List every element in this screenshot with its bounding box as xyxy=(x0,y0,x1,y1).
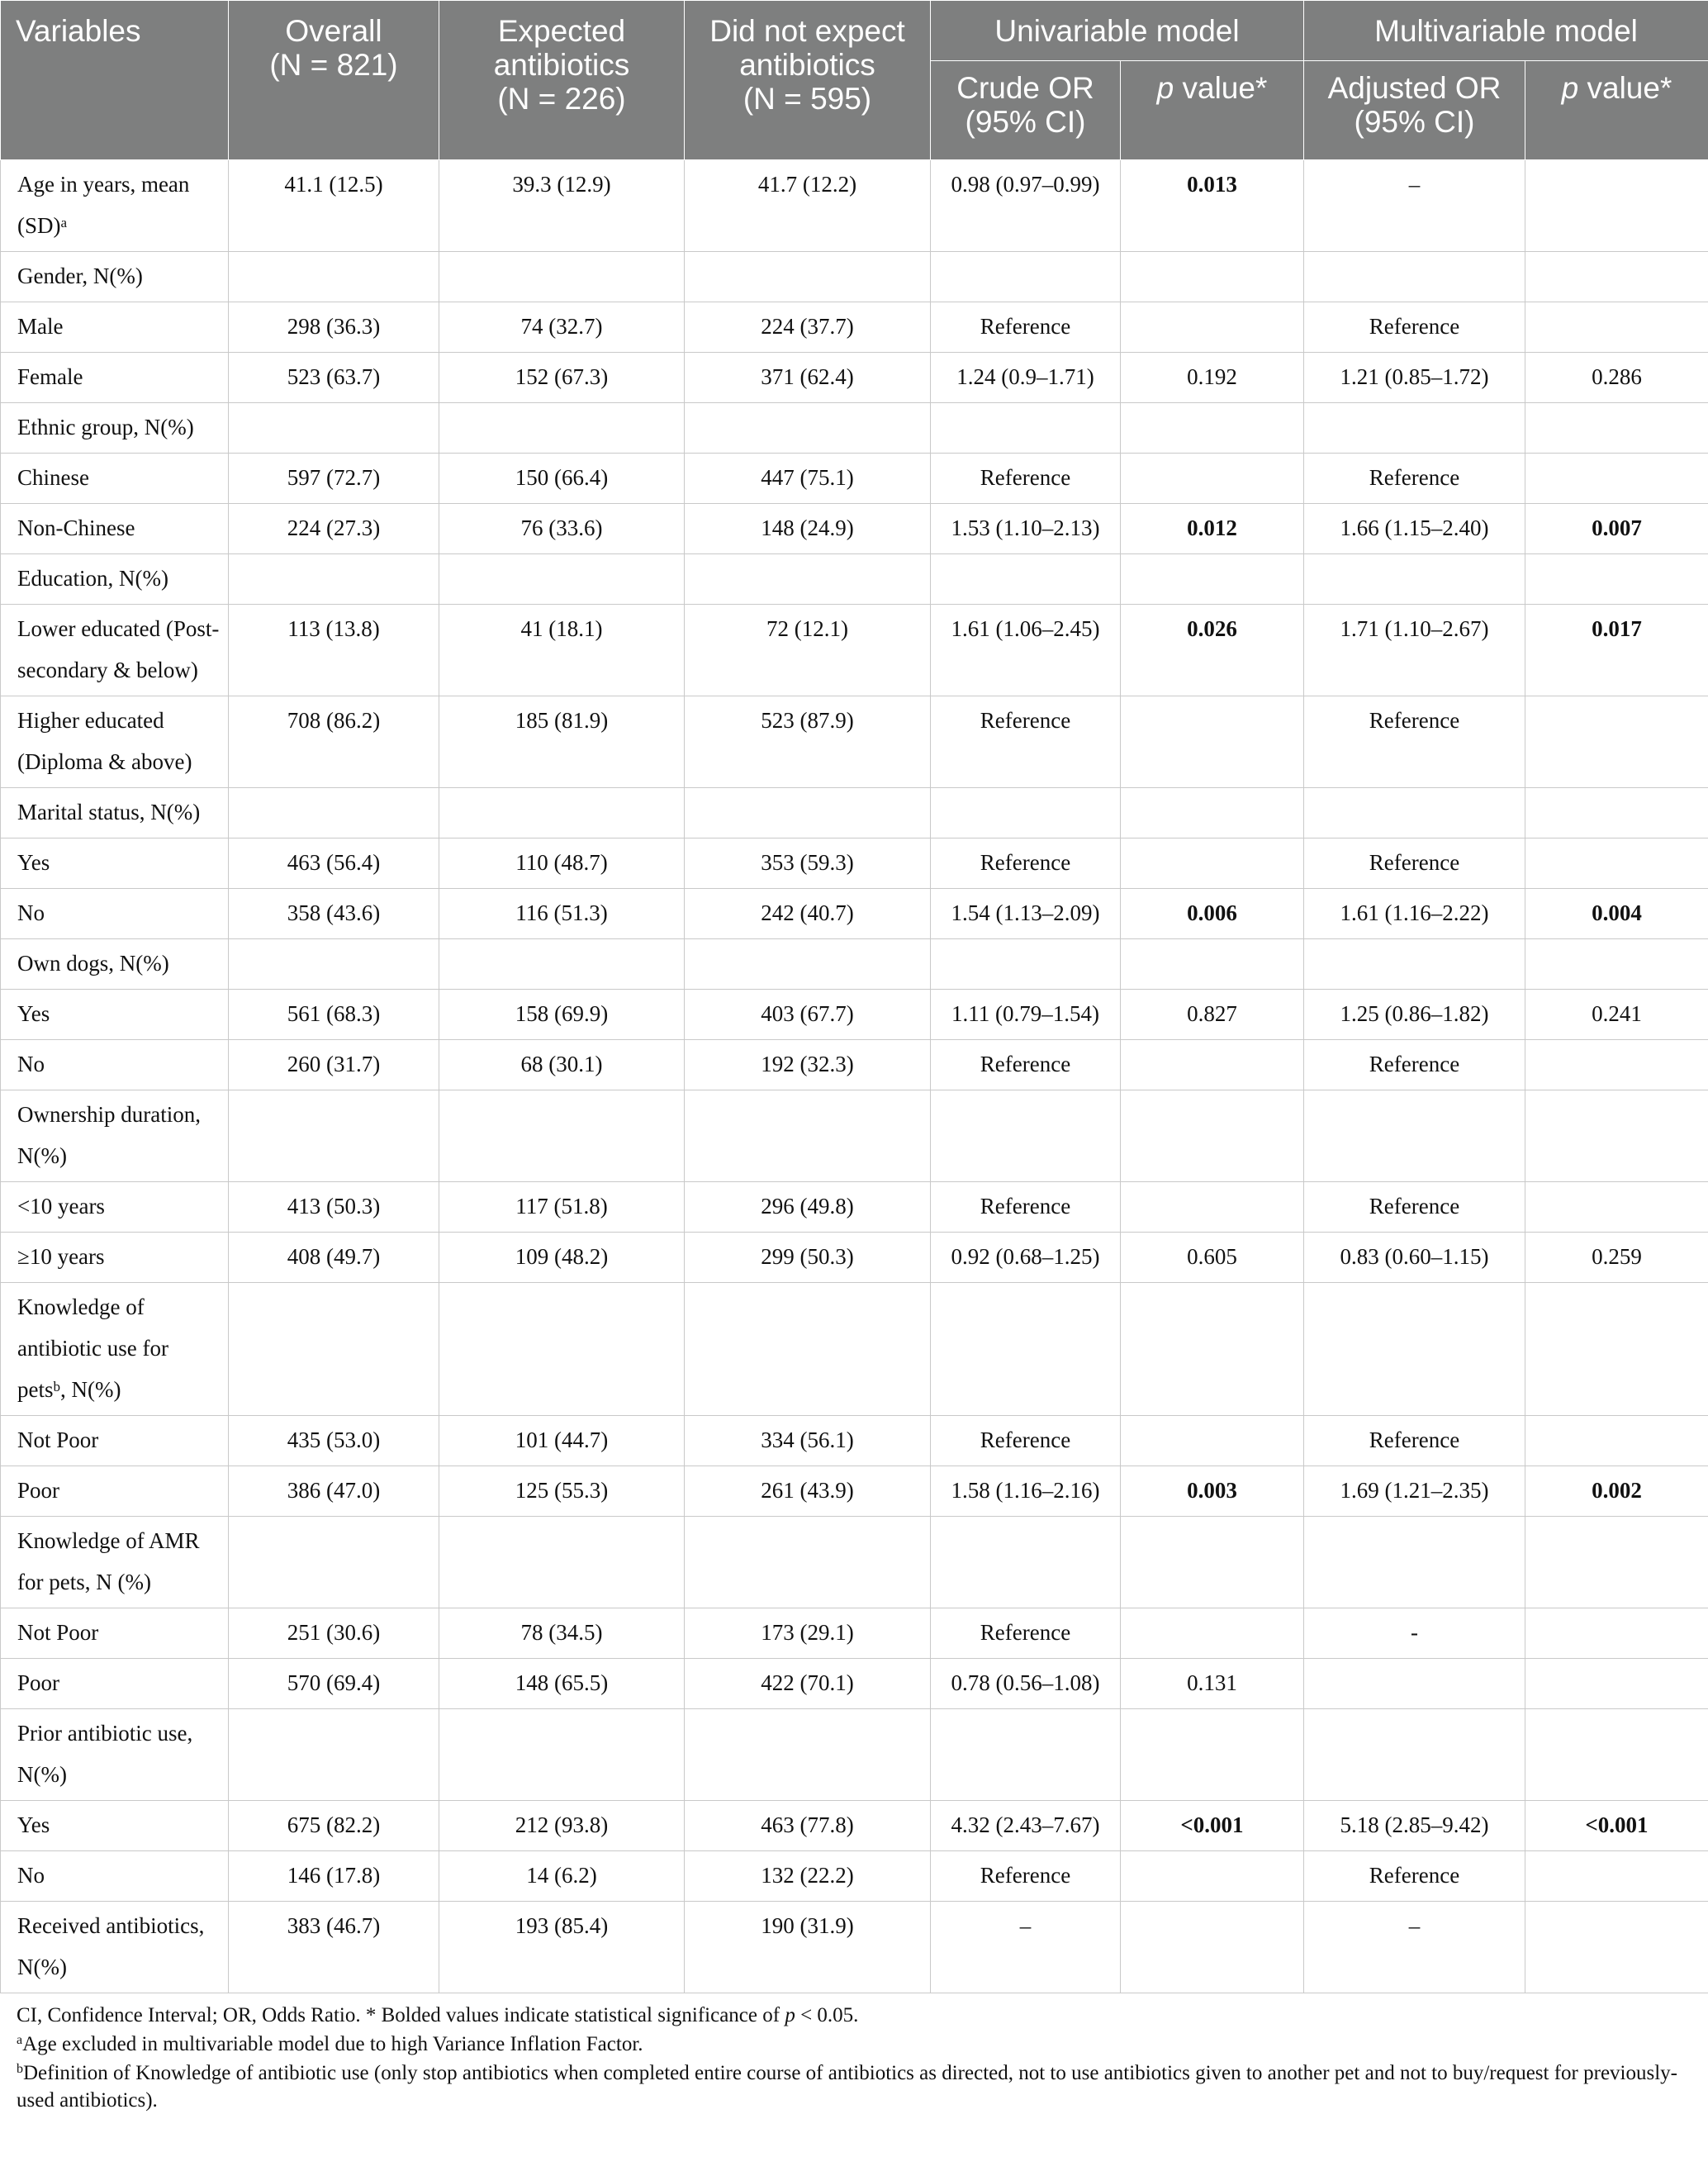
cell-p-value-multi xyxy=(1525,1902,1708,1993)
header-not-expected-n: (N = 595) xyxy=(743,82,872,116)
header-overall: Overall (N = 821) xyxy=(229,1,439,160)
cell-p-value-uni xyxy=(1121,1416,1304,1466)
cell-adjusted-or: Reference xyxy=(1304,1851,1525,1902)
cell-overall: 113 (13.8) xyxy=(229,605,439,696)
cell-not-expected xyxy=(685,554,931,605)
cell-crude-or xyxy=(931,554,1121,605)
cell-not-expected: 224 (37.7) xyxy=(685,302,931,353)
cell-crude-or: 0.98 (0.97–0.99) xyxy=(931,160,1121,252)
cell-variable: Own dogs, N(%) xyxy=(1,939,229,990)
cell-variable: No xyxy=(1,1040,229,1090)
cell-p-value-uni xyxy=(1121,454,1304,504)
table-row xyxy=(1,1608,1708,1659)
cell-crude-or: Reference xyxy=(931,1040,1121,1090)
cell-overall: 383 (46.7) xyxy=(229,1902,439,1993)
cell-not-expected xyxy=(685,788,931,838)
table-row xyxy=(1,252,1708,302)
cell-variable: Knowledge of AMR for pets, N (%) xyxy=(1,1517,229,1608)
cell-crude-or xyxy=(931,403,1121,454)
cell-variable: Knowledge of antibiotic use for pets$^b$, N(%) xyxy=(1,1283,229,1416)
table-row xyxy=(1,160,1708,252)
cell-overall: 675 (82.2) xyxy=(229,1801,439,1851)
cell-crude-or xyxy=(931,1090,1121,1182)
cell-crude-or xyxy=(931,1283,1121,1416)
table-row xyxy=(1,939,1708,990)
cell-not-expected: 403 (67.7) xyxy=(685,990,931,1040)
cell-expected: 152 (67.3) xyxy=(439,353,685,403)
cell-not-expected: 447 (75.1) xyxy=(685,454,931,504)
cell-p-value-uni xyxy=(1121,838,1304,889)
cell-variable: Poor xyxy=(1,1466,229,1517)
header-crude-or: Crude OR (95% CI) xyxy=(931,61,1121,160)
cell-p-value-multi: 0.259 xyxy=(1525,1233,1708,1283)
header-expected: Expected antibiotics (N = 226) xyxy=(439,1,685,160)
cell-expected: 101 (44.7) xyxy=(439,1416,685,1466)
table-row xyxy=(1,1851,1708,1902)
cell-p-value-uni xyxy=(1121,1851,1304,1902)
cell-variable: Not Poor xyxy=(1,1608,229,1659)
cell-variable: No xyxy=(1,1851,229,1902)
cell-p-value-uni: 0.006 xyxy=(1121,889,1304,939)
cell-overall: 298 (36.3) xyxy=(229,302,439,353)
cell-overall xyxy=(229,1709,439,1801)
footnote-a: $^a$Age excluded in multivariable model due to high Variance Inflation Factor. xyxy=(17,2033,643,2055)
cell-p-value-multi xyxy=(1525,403,1708,454)
table-row xyxy=(1,1466,1708,1517)
cell-expected xyxy=(439,1283,685,1416)
cell-p-value-uni: 0.131 xyxy=(1121,1659,1304,1709)
cell-adjusted-or: 0.83 (0.60–1.15) xyxy=(1304,1233,1525,1283)
cell-crude-or xyxy=(931,788,1121,838)
cell-variable: Ethnic group, N(%) xyxy=(1,403,229,454)
cell-p-value-multi xyxy=(1525,838,1708,889)
footnote-abbreviations: CI, Confidence Interval; OR, Odds Ratio. * Bolded values indicate statistical significance of p < 0.05. xyxy=(17,2004,859,2026)
cell-overall: 523 (63.7) xyxy=(229,353,439,403)
cell-expected: 109 (48.2) xyxy=(439,1233,685,1283)
cell-variable: Poor xyxy=(1,1659,229,1709)
cell-not-expected: 463 (77.8) xyxy=(685,1801,931,1851)
cell-crude-or: 1.11 (0.79–1.54) xyxy=(931,990,1121,1040)
cell-not-expected: 192 (32.3) xyxy=(685,1040,931,1090)
cell-expected: 74 (32.7) xyxy=(439,302,685,353)
table-row xyxy=(1,1902,1708,1993)
table-row xyxy=(1,454,1708,504)
cell-expected: 110 (48.7) xyxy=(439,838,685,889)
cell-p-value-uni xyxy=(1121,252,1304,302)
cell-p-value-uni xyxy=(1121,1902,1304,1993)
table-row xyxy=(1,1040,1708,1090)
cell-overall: 597 (72.7) xyxy=(229,454,439,504)
cell-overall: 41.1 (12.5) xyxy=(229,160,439,252)
cell-crude-or xyxy=(931,1709,1121,1801)
cell-overall: 408 (49.7) xyxy=(229,1233,439,1283)
table-header xyxy=(1,1,1708,160)
cell-p-value-multi xyxy=(1525,1283,1708,1416)
cell-adjusted-or: Reference xyxy=(1304,1040,1525,1090)
cell-not-expected: 132 (22.2) xyxy=(685,1851,931,1902)
header-univariable: Univariable model xyxy=(931,1,1304,61)
table-row xyxy=(1,403,1708,454)
cell-not-expected xyxy=(685,1517,931,1608)
cell-crude-or xyxy=(931,1517,1121,1608)
cell-p-value-multi xyxy=(1525,1517,1708,1608)
cell-variable: Lower educated (Post-secondary & below) xyxy=(1,605,229,696)
cell-expected xyxy=(439,554,685,605)
cell-expected: 212 (93.8) xyxy=(439,1801,685,1851)
cell-variable: Received antibiotics, N(%) xyxy=(1,1902,229,1993)
cell-not-expected: 72 (12.1) xyxy=(685,605,931,696)
header-overall-n: (N = 821) xyxy=(269,48,398,82)
cell-variable: Age in years, mean (SD)$^a$ xyxy=(1,160,229,252)
cell-overall: 251 (30.6) xyxy=(229,1608,439,1659)
cell-p-value-uni: 0.026 xyxy=(1121,605,1304,696)
cell-p-value-multi xyxy=(1525,1851,1708,1902)
cell-overall xyxy=(229,1283,439,1416)
cell-p-value-multi xyxy=(1525,554,1708,605)
cell-p-value-multi xyxy=(1525,252,1708,302)
cell-p-value-uni xyxy=(1121,1090,1304,1182)
cell-crude-or: Reference xyxy=(931,1608,1121,1659)
cell-crude-or: 1.61 (1.06–2.45) xyxy=(931,605,1121,696)
cell-overall: 146 (17.8) xyxy=(229,1851,439,1902)
cell-expected xyxy=(439,403,685,454)
cell-expected xyxy=(439,252,685,302)
header-expected-n: (N = 226) xyxy=(497,82,626,116)
table-row xyxy=(1,302,1708,353)
cell-variable: Education, N(%) xyxy=(1,554,229,605)
cell-p-value-multi xyxy=(1525,696,1708,788)
cell-crude-or: 1.54 (1.13–2.09) xyxy=(931,889,1121,939)
cell-variable: No xyxy=(1,889,229,939)
cell-crude-or xyxy=(931,252,1121,302)
cell-p-value-multi xyxy=(1525,1709,1708,1801)
cell-expected: 78 (34.5) xyxy=(439,1608,685,1659)
cell-p-value-uni: 0.605 xyxy=(1121,1233,1304,1283)
cell-p-value-uni xyxy=(1121,1709,1304,1801)
cell-p-value-uni: 0.827 xyxy=(1121,990,1304,1040)
cell-adjusted-or xyxy=(1304,1709,1525,1801)
cell-not-expected xyxy=(685,403,931,454)
cell-crude-or: Reference xyxy=(931,1851,1121,1902)
cell-not-expected: 41.7 (12.2) xyxy=(685,160,931,252)
table-row xyxy=(1,1283,1708,1416)
cell-expected: 185 (81.9) xyxy=(439,696,685,788)
cell-expected xyxy=(439,1709,685,1801)
cell-variable: Yes xyxy=(1,1801,229,1851)
cell-expected: 150 (66.4) xyxy=(439,454,685,504)
cell-adjusted-or xyxy=(1304,1517,1525,1608)
cell-expected: 41 (18.1) xyxy=(439,605,685,696)
cell-crude-or: Reference xyxy=(931,696,1121,788)
cell-p-value-multi xyxy=(1525,160,1708,252)
cell-p-value-uni xyxy=(1121,1283,1304,1416)
cell-crude-or: – xyxy=(931,1902,1121,1993)
cell-p-value-uni xyxy=(1121,696,1304,788)
cell-expected: 76 (33.6) xyxy=(439,504,685,554)
cell-expected: 117 (51.8) xyxy=(439,1182,685,1233)
cell-p-value-multi xyxy=(1525,1182,1708,1233)
table-row xyxy=(1,1416,1708,1466)
cell-adjusted-or xyxy=(1304,1283,1525,1416)
cell-p-value-multi xyxy=(1525,939,1708,990)
header-p-value-uni: p value* xyxy=(1121,61,1304,160)
cell-crude-or: Reference xyxy=(931,1416,1121,1466)
cell-crude-or: 0.92 (0.68–1.25) xyxy=(931,1233,1121,1283)
cell-adjusted-or: 1.61 (1.16–2.22) xyxy=(1304,889,1525,939)
cell-p-value-multi xyxy=(1525,788,1708,838)
cell-variable: Not Poor xyxy=(1,1416,229,1466)
cell-p-value-multi: 0.017 xyxy=(1525,605,1708,696)
cell-crude-or: 0.78 (0.56–1.08) xyxy=(931,1659,1121,1709)
cell-adjusted-or: 5.18 (2.85–9.42) xyxy=(1304,1801,1525,1851)
table-footnotes xyxy=(0,1993,1693,2114)
cell-crude-or xyxy=(931,939,1121,990)
cell-p-value-multi: 0.007 xyxy=(1525,504,1708,554)
cell-adjusted-or: Reference xyxy=(1304,302,1525,353)
table-row xyxy=(1,1517,1708,1608)
cell-p-value-multi xyxy=(1525,1090,1708,1182)
cell-variable: ≥10 years xyxy=(1,1233,229,1283)
cell-adjusted-or: – xyxy=(1304,160,1525,252)
cell-not-expected: 190 (31.9) xyxy=(685,1902,931,1993)
cell-not-expected: 422 (70.1) xyxy=(685,1659,931,1709)
cell-crude-or: 1.53 (1.10–2.13) xyxy=(931,504,1121,554)
header-adjusted-or: Adjusted OR (95% CI) xyxy=(1304,61,1525,160)
table-row xyxy=(1,1182,1708,1233)
cell-expected: 116 (51.3) xyxy=(439,889,685,939)
cell-variable: Male xyxy=(1,302,229,353)
table-row xyxy=(1,353,1708,403)
cell-not-expected xyxy=(685,1090,931,1182)
cell-p-value-uni xyxy=(1121,554,1304,605)
cell-p-value-multi: <0.001 xyxy=(1525,1801,1708,1851)
table-row xyxy=(1,1233,1708,1283)
cell-variable: Chinese xyxy=(1,454,229,504)
footnote-b: $^b$Definition of Knowledge of antibiotic use (only stop antibiotics when completed entire course of antibiotics as directed, not to use antibiotics given to another pet and not to buy/request for previously-used antibiotics). xyxy=(17,2062,1677,2112)
cell-p-value-multi: 0.241 xyxy=(1525,990,1708,1040)
cell-overall: 386 (47.0) xyxy=(229,1466,439,1517)
cell-adjusted-or xyxy=(1304,403,1525,454)
cell-adjusted-or xyxy=(1304,1090,1525,1182)
cell-crude-or: Reference xyxy=(931,1182,1121,1233)
cell-adjusted-or: Reference xyxy=(1304,1182,1525,1233)
cell-crude-or: 4.32 (2.43–7.67) xyxy=(931,1801,1121,1851)
cell-variable: Female xyxy=(1,353,229,403)
table-row xyxy=(1,554,1708,605)
cell-crude-or: Reference xyxy=(931,302,1121,353)
cell-p-value-uni: 0.013 xyxy=(1121,160,1304,252)
header-not-expected: Did not expect antibiotics (N = 595) xyxy=(685,1,931,160)
cell-adjusted-or xyxy=(1304,788,1525,838)
cell-p-value-uni xyxy=(1121,403,1304,454)
cell-p-value-multi xyxy=(1525,454,1708,504)
cell-adjusted-or: 1.69 (1.21–2.35) xyxy=(1304,1466,1525,1517)
cell-p-value-uni xyxy=(1121,302,1304,353)
cell-crude-or: Reference xyxy=(931,454,1121,504)
cell-overall xyxy=(229,403,439,454)
table-body xyxy=(1,160,1708,1993)
cell-adjusted-or: Reference xyxy=(1304,1416,1525,1466)
cell-expected xyxy=(439,1517,685,1608)
table-row xyxy=(1,990,1708,1040)
cell-overall: 463 (56.4) xyxy=(229,838,439,889)
cell-expected: 148 (65.5) xyxy=(439,1659,685,1709)
cell-not-expected xyxy=(685,252,931,302)
header-variables: Variables xyxy=(1,1,229,160)
cell-variable: Gender, N(%) xyxy=(1,252,229,302)
cell-overall: 561 (68.3) xyxy=(229,990,439,1040)
cell-adjusted-or xyxy=(1304,939,1525,990)
cell-overall xyxy=(229,252,439,302)
cell-p-value-uni xyxy=(1121,1608,1304,1659)
cell-p-value-uni xyxy=(1121,939,1304,990)
cell-expected: 158 (69.9) xyxy=(439,990,685,1040)
cell-not-expected xyxy=(685,939,931,990)
table-row xyxy=(1,605,1708,696)
cell-variable: <10 years xyxy=(1,1182,229,1233)
cell-adjusted-or xyxy=(1304,252,1525,302)
cell-not-expected: 173 (29.1) xyxy=(685,1608,931,1659)
cell-crude-or: Reference xyxy=(931,838,1121,889)
cell-overall: 708 (86.2) xyxy=(229,696,439,788)
cell-expected xyxy=(439,788,685,838)
cell-variable: Marital status, N(%) xyxy=(1,788,229,838)
cell-expected: 14 (6.2) xyxy=(439,1851,685,1902)
cell-expected xyxy=(439,939,685,990)
cell-expected: 125 (55.3) xyxy=(439,1466,685,1517)
cell-p-value-multi: 0.002 xyxy=(1525,1466,1708,1517)
cell-not-expected: 242 (40.7) xyxy=(685,889,931,939)
cell-p-value-multi xyxy=(1525,302,1708,353)
cell-variable: Higher educated (Diploma & above) xyxy=(1,696,229,788)
cell-expected: 68 (30.1) xyxy=(439,1040,685,1090)
table-row xyxy=(1,504,1708,554)
cell-overall: 570 (69.4) xyxy=(229,1659,439,1709)
cell-adjusted-or: 1.21 (0.85–1.72) xyxy=(1304,353,1525,403)
table-row xyxy=(1,1090,1708,1182)
cell-adjusted-or: Reference xyxy=(1304,454,1525,504)
cell-variable: Non-Chinese xyxy=(1,504,229,554)
cell-expected: 193 (85.4) xyxy=(439,1902,685,1993)
cell-p-value-multi xyxy=(1525,1659,1708,1709)
cell-not-expected: 353 (59.3) xyxy=(685,838,931,889)
cell-not-expected: 296 (49.8) xyxy=(685,1182,931,1233)
cell-adjusted-or: 1.71 (1.10–2.67) xyxy=(1304,605,1525,696)
cell-p-value-uni xyxy=(1121,1517,1304,1608)
header-p-value-multi: p value* xyxy=(1525,61,1708,160)
table-row xyxy=(1,889,1708,939)
cell-overall: 358 (43.6) xyxy=(229,889,439,939)
cell-overall xyxy=(229,1517,439,1608)
table-row xyxy=(1,1709,1708,1801)
cell-overall: 413 (50.3) xyxy=(229,1182,439,1233)
cell-p-value-multi: 0.004 xyxy=(1525,889,1708,939)
cell-p-value-multi xyxy=(1525,1608,1708,1659)
table-row xyxy=(1,696,1708,788)
cell-p-value-uni: 0.192 xyxy=(1121,353,1304,403)
cell-p-value-multi xyxy=(1525,1040,1708,1090)
cell-overall: 260 (31.7) xyxy=(229,1040,439,1090)
table-row xyxy=(1,838,1708,889)
table-row xyxy=(1,1659,1708,1709)
cell-p-value-uni xyxy=(1121,1040,1304,1090)
table-row xyxy=(1,1801,1708,1851)
cell-overall: 224 (27.3) xyxy=(229,504,439,554)
cell-adjusted-or: Reference xyxy=(1304,696,1525,788)
cell-not-expected: 334 (56.1) xyxy=(685,1416,931,1466)
cell-p-value-uni xyxy=(1121,1182,1304,1233)
cell-not-expected: 299 (50.3) xyxy=(685,1233,931,1283)
cell-overall xyxy=(229,939,439,990)
cell-overall xyxy=(229,788,439,838)
cell-overall: 435 (53.0) xyxy=(229,1416,439,1466)
cell-adjusted-or: Reference xyxy=(1304,838,1525,889)
cell-not-expected xyxy=(685,1709,931,1801)
cell-overall xyxy=(229,1090,439,1182)
cell-variable: Prior antibiotic use, N(%) xyxy=(1,1709,229,1801)
cell-p-value-multi: 0.286 xyxy=(1525,353,1708,403)
cell-overall xyxy=(229,554,439,605)
cell-not-expected: 148 (24.9) xyxy=(685,504,931,554)
cell-not-expected: 523 (87.9) xyxy=(685,696,931,788)
cell-p-value-uni: 0.003 xyxy=(1121,1466,1304,1517)
cell-adjusted-or: – xyxy=(1304,1902,1525,1993)
cell-variable: Yes xyxy=(1,990,229,1040)
cell-not-expected: 371 (62.4) xyxy=(685,353,931,403)
cell-expected xyxy=(439,1090,685,1182)
cell-variable: Ownership duration, N(%) xyxy=(1,1090,229,1182)
cell-p-value-multi xyxy=(1525,1416,1708,1466)
cell-not-expected: 261 (43.9) xyxy=(685,1466,931,1517)
cell-not-expected xyxy=(685,1283,931,1416)
table-row xyxy=(1,788,1708,838)
cell-adjusted-or xyxy=(1304,554,1525,605)
cell-adjusted-or: 1.66 (1.15–2.40) xyxy=(1304,504,1525,554)
cell-p-value-uni: <0.001 xyxy=(1121,1801,1304,1851)
cell-adjusted-or xyxy=(1304,1659,1525,1709)
cell-adjusted-or: 1.25 (0.86–1.82) xyxy=(1304,990,1525,1040)
cell-p-value-uni xyxy=(1121,788,1304,838)
cell-adjusted-or: - xyxy=(1304,1608,1525,1659)
cell-crude-or: 1.58 (1.16–2.16) xyxy=(931,1466,1121,1517)
cell-variable: Yes xyxy=(1,838,229,889)
cell-expected: 39.3 (12.9) xyxy=(439,160,685,252)
header-multivariable: Multivariable model xyxy=(1304,1,1708,61)
cell-p-value-uni: 0.012 xyxy=(1121,504,1304,554)
cell-crude-or: 1.24 (0.9–1.71) xyxy=(931,353,1121,403)
